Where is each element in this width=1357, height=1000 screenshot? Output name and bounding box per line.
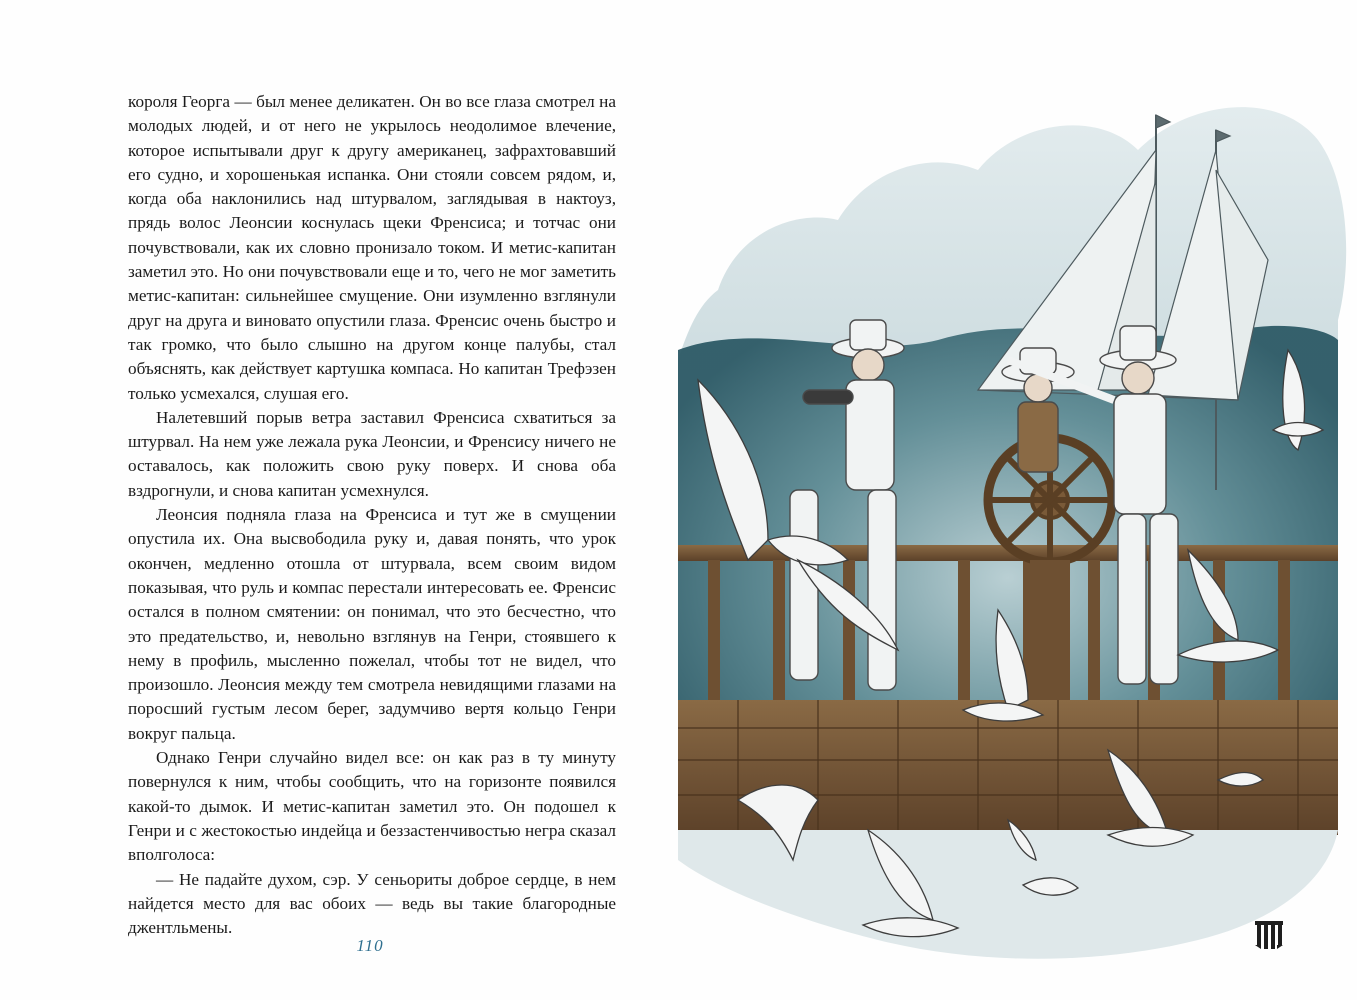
left-page [0, 0, 678, 1000]
paragraph: Леонсия подняла глаза на Френсиса и тут же в смущении опустила их. Она высвободила руку и, давая понять, что урок окончен, медленно отошла от штурвала, всем своим видом показывая, что руль и компас перестали интересовать ее. Френсис остался в полном смятении: он понимал, что это бесчестно, что это предательство, и, невольно взглянув на Генри, стоявшего к нему в профиль, мысленно пожелал, чтобы тот не видел, что произошло. Леонсия между тем смотрела невидящими глазами на поросший густым лесом берег, задумчиво вертя кольцо Генри вокруг пальца. [128, 505, 616, 743]
paragraph: — Не падайте духом, сэр. У сеньориты доброе сердце, в нем найдется место для вас обоих — ведь вы такие благородные джентльмены. [128, 869, 616, 938]
paragraph: Налетевший порыв ветра заставил Френсиса схватиться за штурвал. На нем уже лежала рука Леонсии, и Френсису ничего не оставалось, как положить свою руку поверх. И снова оба вздрогнули, и снова капитан усмехнулся. [128, 407, 616, 500]
publisher-logo-icon [1252, 918, 1286, 952]
paragraph: короля Георга — был менее деликатен. Он во все глаза смотрел на молодых людей, и от него не укрылось неодолимое влечение, которое испытывали друг к другу американец, зафрахтовавший его судно, и хорошенькая испанка. Они стояли совсем рядом, и, когда оба наклонились над штурвалом, заглядывая в нактоуз, прядь волос Леонсии коснулась щеки Френсиса; и тотчас они почувствовали, как их словно пронизало током. И метис-капитан заметил это. Но они почувствовали еще и то, чего не мог заметить метис-капитан: сильнейшее смущение. Они изумленно взглянули друг на друга и виновато опустили глаза. Френсис очень быстро и так громко, что было слышно на другом конце палубы, стал объяснять, как действует картушка компаса. Но капитан Трефэзен только усмехался, слушая его. [128, 92, 616, 403]
page-number: 110 [356, 936, 384, 955]
ship-deck-illustration [678, 60, 1357, 990]
cloud-bottom [678, 830, 1338, 959]
right-page [678, 0, 1357, 1000]
paragraph: Однако Генри случайно видел все: он как раз в ту минуту повернулся к ним, чтобы сообщить, что на горизонте появился какой-то дымок. И метис-капитан заметил это. Он подошел к Генри и с жестокостью индейца и беззастенчивостью негра сказал вполголоса: [128, 748, 616, 865]
text-block [128, 90, 616, 940]
